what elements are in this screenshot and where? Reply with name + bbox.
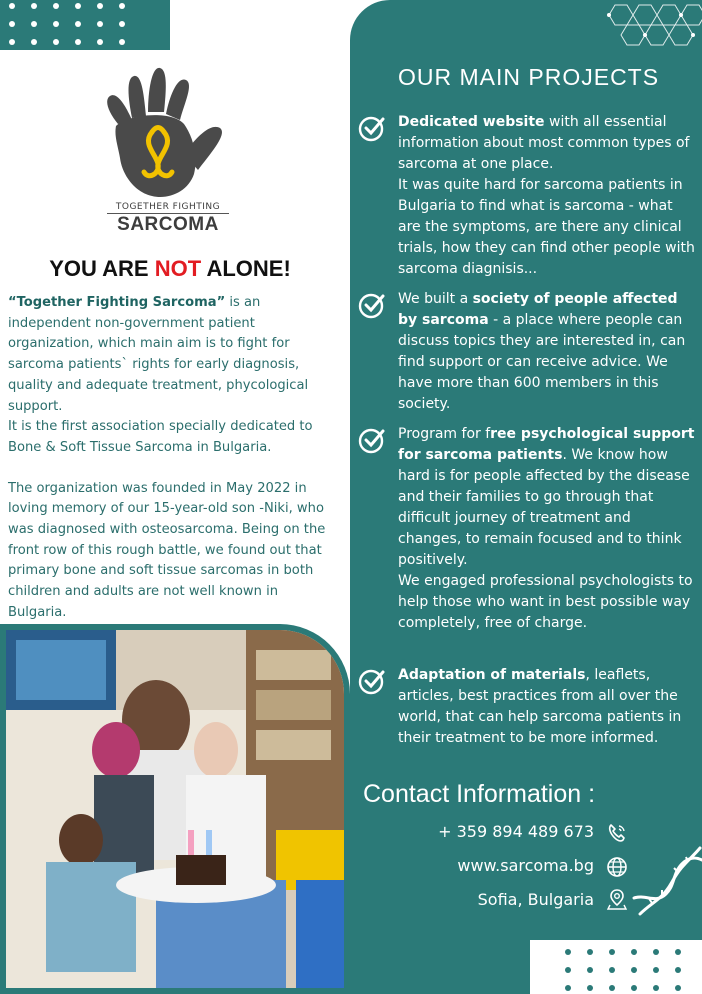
contact-website[interactable]: www.sarcoma.bg	[457, 856, 594, 875]
dna-helix-icon	[632, 842, 702, 922]
project-text-post: with all essential information about most common types of sarcoma at one place.	[398, 114, 690, 172]
phone-icon	[606, 822, 628, 844]
projects-title: OUR MAIN PROJECTS	[398, 64, 660, 90]
family-photo	[6, 630, 344, 988]
project-text-pre: We built a	[398, 291, 473, 307]
logo-tagline: TOGETHER FIGHTING	[107, 202, 229, 214]
project-text	[398, 112, 698, 280]
project-text-pre: Program for f	[398, 426, 491, 442]
hexagon-network-icon	[585, 0, 702, 62]
contact-title: Contact Information :	[363, 780, 596, 808]
dots-pattern-icon	[0, 0, 170, 50]
checkmark-circle-icon	[358, 291, 386, 319]
project-extra: We engaged professional psychologists to help those who want in best possible way completely, free of charge.	[398, 573, 693, 631]
intro-p1-rest: is an independent non-government patient organization, which main aim is to fight for sarcoma patients` rights for early diagnosis, quality and adequate treatment, phycological support.	[8, 295, 309, 414]
org-name: “Together Fighting Sarcoma”	[8, 295, 226, 310]
logo-wordmark: SARCOMA	[117, 214, 219, 235]
dots-pattern-icon	[530, 940, 702, 994]
project-highlight: Dedicated website	[398, 114, 545, 130]
headline-part-3: ALONE!	[201, 256, 291, 281]
project-highlight: Adaptation of materials	[398, 667, 586, 683]
headline-emphasis: NOT	[154, 256, 202, 281]
headline-part-1: YOU ARE	[49, 256, 155, 281]
family-photo-image	[6, 630, 344, 988]
checkmark-circle-icon	[358, 114, 386, 142]
decorative-dots-top-left	[0, 0, 170, 50]
project-extra: It was quite hard for sarcoma patients in Bulgaria to find what is sarcoma - what are the symptoms, are there any clinical trials, how they can find other people with sarcoma diagnisis...	[398, 177, 695, 277]
project-text-post: . We know how hard is for people affected by the disease and their families to go through that difficult journey of treatment and changes, to remain focused and to think positively.	[398, 447, 690, 568]
project-text	[398, 289, 698, 415]
checkmark-circle-icon	[358, 667, 386, 695]
intro-text	[8, 293, 340, 624]
globe-icon	[606, 856, 628, 878]
intro-paragraph-1-line2: It is the first association specially dedicated to Bone & Soft Tissue Sarcoma in Bulgaria.	[8, 419, 313, 455]
project-highlight: ree psychological support for sarcoma patients	[398, 426, 695, 463]
project-text	[398, 424, 698, 634]
decorative-dots-bottom-right	[530, 940, 702, 994]
intro-paragraph-1	[8, 293, 340, 417]
project-highlight: society of people affected by sarcoma	[398, 291, 678, 328]
project-text-post: - a place where people can discuss topics they are interested in, can find support or can receive advice. We have more than 600 members in this society.	[398, 312, 686, 412]
checkmark-circle-icon	[358, 426, 386, 454]
contact-location: Sofia, Bulgaria	[477, 890, 594, 909]
family-photo-frame	[0, 624, 350, 994]
intro-paragraph-2: The organization was founded in May 2022 in loving memory of our 15-year-old son -Niki, who was diagnosed with osteosarcoma. Being on the front row of this rough battle, we found out that primary bone and soft tissue sarcomas in both children and adults are not well known in Bulgaria.	[8, 480, 326, 620]
project-text-post: , leaflets, articles, best practices from all over the world, that can help sarcoma patients in their treatment to be more informed.	[398, 667, 682, 746]
headline	[0, 256, 340, 282]
location-pin-icon	[606, 888, 628, 910]
contact-phone[interactable]: + 359 894 489 673	[438, 822, 594, 841]
project-text	[398, 665, 698, 749]
